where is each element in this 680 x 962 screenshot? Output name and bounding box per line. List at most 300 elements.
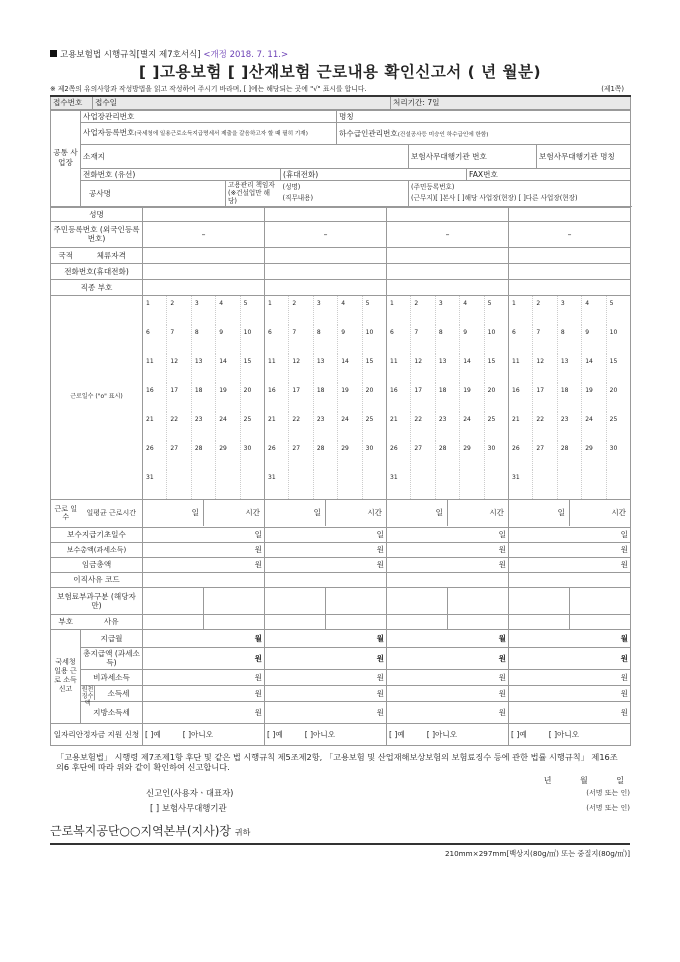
workday-cell[interactable]: 25 [487,415,496,423]
workday-cell[interactable]: 19 [216,383,240,412]
worker-leave-code[interactable] [387,572,509,587]
workday-cell[interactable]: 13 [436,354,460,383]
workday-cell[interactable]: 13 [314,354,338,383]
day-unit: 일 [265,500,326,526]
worker-days-hours[interactable] [143,499,265,527]
worker-nationality-visa[interactable] [387,247,509,263]
code-value-cell[interactable] [509,615,570,629]
workday-cell[interactable]: 18 [192,383,216,412]
worker-insurance-type[interactable] [509,587,631,614]
worker-pay-days[interactable]: 일 [509,527,631,542]
workday-cell[interactable]: 14 [216,354,240,383]
manager-id: (주민등록번호) [411,183,455,191]
worker-id[interactable]: – [509,221,631,247]
worker-job-code[interactable] [387,279,509,295]
workday-calendar[interactable] [387,470,509,500]
manager-duty: (직무내용) [282,194,314,202]
worker-job-support[interactable] [143,723,265,745]
recipient-name: 근로복지공단○○지역본부(지사)장 [50,823,232,838]
subcontractor-note: (건설공사등 미승인 하수급인에 한함) [397,131,489,138]
worker-days-hours[interactable] [387,499,509,527]
job-support-label: 일자리안정자금 지원 신청 [51,723,143,745]
workday-cell[interactable]: 20 [243,386,252,394]
worker-nontax-income[interactable]: 원 [265,669,387,685]
workday-cell[interactable]: 21 [265,412,289,441]
workplace-mobile[interactable]: (휴대전화) [281,168,467,180]
workday-cell[interactable]: 18 [558,383,582,412]
workday-cell[interactable]: 10 [243,328,252,336]
worker-job-support[interactable] [387,723,509,745]
workday-cell[interactable]: 16 [387,383,411,412]
job-support-yes-checkbox[interactable]: [ ]예 [145,729,161,739]
worker-name[interactable] [143,207,265,221]
workday-calendar[interactable] [387,441,509,470]
worker-pay-month[interactable]: 월 [387,629,509,647]
worker-code-reason[interactable] [143,614,265,629]
workday-cell[interactable]: 23 [436,412,460,441]
worker-job-code[interactable] [143,279,265,295]
workday-cell[interactable]: 7 [289,325,313,354]
workday-cell[interactable]: 14 [582,354,606,383]
workday-cell[interactable]: 27 [411,441,435,470]
reason-value-cell[interactable] [204,615,264,629]
worker-days-hours[interactable] [509,499,631,527]
workday-cell[interactable]: 6 [509,325,533,354]
workday-cell[interactable]: 2 [289,296,313,325]
reporter-signature[interactable]: (서명 또는 인) [586,788,630,797]
worker-leave-code[interactable] [265,572,387,587]
worker-local-tax[interactable]: 원 [387,701,509,723]
nationality-label: 국적 [51,247,81,263]
workday-cell[interactable]: 9 [582,325,606,354]
workday-cell[interactable]: 12 [533,354,557,383]
workplace-phone[interactable]: 전화번호 (유선) [81,168,281,180]
workday-cell[interactable]: 1 [265,296,289,325]
wage-total-label: 임금총액 [51,557,143,572]
agency-row [50,801,630,816]
workday-cell[interactable]: 3 [558,296,582,325]
workday-cell[interactable]: 23 [192,412,216,441]
workday-cell[interactable]: 28 [192,441,216,470]
workday-cell[interactable]: 15 [365,357,374,365]
workday-cell[interactable]: 10 [365,328,374,336]
workday-calendar[interactable] [143,470,265,500]
workday-cell[interactable]: 18 [436,383,460,412]
agency-signature[interactable]: (서명 또는 인) [586,803,630,812]
workday-cell[interactable]: 3 [192,296,216,325]
workday-calendar[interactable] [265,383,387,412]
workplace-mgmt-no[interactable]: 사업장관리번호 [81,110,337,122]
workday-cell[interactable]: 20 [609,386,618,394]
worker-phone[interactable] [143,263,265,279]
workday-cell[interactable]: 31 [509,470,533,499]
workday-calendar[interactable] [387,412,509,441]
workday-cell[interactable]: 5 [243,299,248,307]
workday-cell[interactable]: 22 [533,412,557,441]
workday-calendar[interactable] [509,412,631,441]
workday-cell[interactable]: 1 [509,296,533,325]
receipt-table [50,95,631,110]
worker-name[interactable] [265,207,387,221]
tax-section-label: 국세청 일용 근로 소득 신고 [51,629,81,723]
avg-hours-label: 일평균 근로시간 [81,499,143,527]
workday-cell[interactable]: 2 [533,296,557,325]
workday-cell[interactable]: 25 [243,415,252,423]
workday-cell[interactable]: 23 [558,412,582,441]
worker-pay-total[interactable]: 원 [265,542,387,557]
workday-calendar[interactable] [387,383,509,412]
workday-cell[interactable]: 28 [436,441,460,470]
worker-code-reason[interactable] [509,614,631,629]
workday-cell[interactable]: 27 [533,441,557,470]
workday-cell[interactable]: 2 [411,296,435,325]
workday-cell[interactable]: 24 [338,412,362,441]
workday-calendar[interactable] [509,295,631,325]
job-support-no-checkbox[interactable]: [ ]아니오 [426,729,458,739]
subcontractor-label: 하수급인관리번호 [339,128,398,138]
workday-cell[interactable]: 31 [265,470,289,499]
worker-row [51,499,631,527]
hour-unit: 시간 [367,508,383,517]
worker-nationality-visa[interactable] [265,247,387,263]
pay-days-label: 보수지급기초일수 [51,527,143,542]
workday-cell[interactable]: 24 [582,412,606,441]
workday-cell[interactable]: 28 [314,441,338,470]
workday-cell[interactable]: 17 [411,383,435,412]
insurance-reason-cell[interactable] [448,588,508,614]
worker-local-tax[interactable]: 원 [265,701,387,723]
manager-label: 고용관리 책임자 [228,181,275,189]
worker-row [51,572,631,587]
workplace-fax[interactable]: FAX번호 [467,168,631,180]
workday-calendar[interactable] [143,383,265,412]
worker-insurance-type[interactable] [265,587,387,614]
workday-cell[interactable]: 4 [582,296,606,325]
workday-cell[interactable]: 23 [314,412,338,441]
page-number: (제1쪽) [601,85,624,93]
reason-value-cell[interactable] [448,615,508,629]
worker-job-support[interactable] [265,723,387,745]
workday-cell[interactable]: 31 [143,470,167,499]
workday-cell[interactable]: 25 [609,415,618,423]
workday-cell[interactable]: 30 [609,444,618,452]
worker-phone[interactable] [265,263,387,279]
workday-calendar[interactable] [265,295,387,325]
worker-pay-month[interactable]: 월 [509,629,631,647]
worker-id[interactable]: – [143,221,265,247]
workday-cell[interactable]: 17 [167,383,191,412]
workday-cell[interactable]: 17 [289,383,313,412]
workday-cell[interactable]: 1 [387,296,411,325]
workplace-address[interactable]: 소재지 [81,144,409,168]
worker-nationality-visa[interactable] [509,247,631,263]
worker-income-tax[interactable]: 원 [265,685,387,701]
insurance-reason-cell[interactable] [326,588,386,614]
worker-nontax-income[interactable]: 원 [143,669,265,685]
workday-cell[interactable]: 16 [265,383,289,412]
worker-nontax-income[interactable]: 원 [387,669,509,685]
workday-cell[interactable]: 6 [265,325,289,354]
workday-cell[interactable]: 9 [460,325,484,354]
workday-cell[interactable]: 10 [609,328,618,336]
workday-cell[interactable]: 14 [338,354,362,383]
business-reg-no[interactable] [81,122,337,144]
law-reference [50,48,630,62]
workday-calendar[interactable] [509,470,631,500]
workday-calendar[interactable] [509,354,631,383]
worker-wage-total[interactable]: 원 [265,557,387,572]
notice-text: ※ 제2쪽의 유의사항과 작성방법을 읽고 작성하여 주시기 바라며, [ ]에는 해당되는 곳에 "√" 표시를 합니다. [50,85,367,93]
workday-cell[interactable]: 31 [387,470,411,499]
workday-cell[interactable]: 24 [460,412,484,441]
workday-calendar[interactable] [143,412,265,441]
workday-cell[interactable]: 8 [436,325,460,354]
worker-job-support[interactable] [509,723,631,745]
job-support-yes-checkbox[interactable]: [ ]예 [511,729,527,739]
worker-pay-total[interactable]: 원 [143,542,265,557]
workday-calendar[interactable] [509,441,631,470]
workday-cell[interactable]: 26 [509,441,533,470]
declaration-date[interactable]: 년 월 일 [543,775,624,785]
worker-nontax-income[interactable]: 원 [509,669,631,685]
workday-cell[interactable]: 13 [192,354,216,383]
workday-cell[interactable]: 19 [338,383,362,412]
worker-pay-total[interactable]: 원 [387,542,509,557]
worker-row [51,629,631,647]
insurance-reason-cell[interactable] [204,588,264,614]
subcontractor-no[interactable] [337,122,631,144]
workday-cell[interactable]: 12 [289,354,313,383]
workday-cell[interactable]: 21 [143,412,167,441]
processing-period: 처리기간: 7일 [391,96,631,109]
workday-calendar[interactable] [265,325,387,354]
workday-cell[interactable]: 13 [558,354,582,383]
workday-cell[interactable]: 18 [314,383,338,412]
workday-cell[interactable]: 12 [411,354,435,383]
project-name[interactable]: 공사명 [81,180,226,206]
workday-calendar[interactable] [143,354,265,383]
workday-cell[interactable]: 26 [143,441,167,470]
code-value-cell[interactable] [387,615,448,629]
worker-total-pay[interactable]: 원 [509,647,631,669]
workday-cell[interactable]: 2 [167,296,191,325]
empty-day-cell [607,470,630,499]
manager-id-place[interactable] [409,180,631,206]
worker-pay-days[interactable]: 일 [387,527,509,542]
workday-calendar[interactable] [265,470,387,500]
workday-cell[interactable]: 14 [460,354,484,383]
worker-days-hours[interactable] [265,499,387,527]
worker-wage-total[interactable]: 원 [143,557,265,572]
worker-pay-month[interactable]: 월 [143,629,265,647]
workday-cell[interactable]: 29 [216,441,240,470]
worker-leave-code[interactable] [143,572,265,587]
workday-cell[interactable]: 11 [387,354,411,383]
worker-phone[interactable] [509,263,631,279]
worker-insurance-type[interactable] [143,587,265,614]
workday-calendar[interactable] [387,354,509,383]
worker-name[interactable] [509,207,631,221]
workday-cell[interactable]: 20 [487,386,496,394]
code-value-cell[interactable] [265,615,326,629]
insurance-code-cell[interactable] [265,588,326,614]
workday-cell[interactable]: 30 [243,444,252,452]
workday-cell[interactable]: 6 [143,325,167,354]
workday-calendar[interactable] [509,325,631,354]
workday-cell[interactable]: 4 [338,296,362,325]
workday-cell[interactable]: 29 [338,441,362,470]
workday-cell[interactable]: 15 [487,357,496,365]
workday-cell[interactable]: 20 [365,386,374,394]
workday-cell[interactable]: 6 [387,325,411,354]
workday-calendar[interactable] [265,412,387,441]
workday-calendar[interactable] [265,441,387,470]
workday-cell[interactable]: 24 [216,412,240,441]
job-support-no-checkbox[interactable]: [ ]아니오 [304,729,336,739]
workday-calendar[interactable] [387,325,509,354]
worker-pay-days[interactable]: 일 [143,527,265,542]
id-label: 주민등록번호 (외국인등록번호) [51,221,143,247]
workday-cell[interactable]: 11 [265,354,289,383]
workday-cell[interactable]: 7 [167,325,191,354]
workday-cell[interactable]: 5 [487,299,492,307]
workday-cell[interactable]: 9 [216,325,240,354]
reason-value-cell[interactable] [570,615,630,629]
worker-total-pay[interactable]: 원 [387,647,509,669]
workday-cell[interactable]: 11 [509,354,533,383]
insurance-code-cell[interactable] [143,588,204,614]
worker-local-tax[interactable]: 원 [509,701,631,723]
workday-cell[interactable]: 25 [365,415,374,423]
code-value-cell[interactable] [143,615,204,629]
workday-cell[interactable]: 3 [436,296,460,325]
workday-calendar[interactable] [143,441,265,470]
workday-cell[interactable]: 21 [509,412,533,441]
workday-cell[interactable]: 16 [509,383,533,412]
worker-income-tax[interactable]: 원 [143,685,265,701]
empty-day-cell [289,470,313,499]
worker-job-code[interactable] [265,279,387,295]
workday-cell[interactable]: 30 [365,444,374,452]
workday-cell[interactable]: 29 [460,441,484,470]
worker-wage-total[interactable]: 원 [509,557,631,572]
workday-cell[interactable]: 29 [582,441,606,470]
workday-cell[interactable]: 7 [533,325,557,354]
workday-cell[interactable]: 21 [387,412,411,441]
worker-leave-code[interactable] [509,572,631,587]
workday-cell[interactable]: 28 [558,441,582,470]
insurance-reason-cell[interactable] [570,588,630,614]
worker-row [51,685,631,701]
phone-label: 전화번호(휴대전화) [51,263,143,279]
worker-pay-days[interactable]: 일 [265,527,387,542]
worker-pay-total[interactable]: 원 [509,542,631,557]
empty-day-cell [241,470,264,499]
workday-cell[interactable]: 8 [558,325,582,354]
worker-income-tax[interactable]: 원 [509,685,631,701]
workday-cell[interactable]: 27 [289,441,313,470]
worker-pay-month[interactable]: 월 [265,629,387,647]
manager-name-duty[interactable] [281,180,409,206]
workday-cell[interactable]: 9 [338,325,362,354]
worker-nationality-visa[interactable] [143,247,265,263]
workday-cell[interactable]: 22 [411,412,435,441]
job-support-no-checkbox[interactable]: [ ]아니오 [548,729,580,739]
workday-cell[interactable]: 8 [314,325,338,354]
worker-phone[interactable] [387,263,509,279]
worker-code-reason[interactable] [265,614,387,629]
workday-calendar[interactable] [143,295,265,325]
hour-unit: 시간 [489,508,505,517]
workday-cell[interactable]: 8 [192,325,216,354]
workday-cell[interactable]: 19 [582,383,606,412]
workday-calendar[interactable] [387,295,509,325]
workday-calendar[interactable] [509,383,631,412]
workday-cell[interactable]: 4 [460,296,484,325]
workday-cell[interactable]: 4 [216,296,240,325]
worker-code-reason[interactable] [387,614,509,629]
square-bullet-icon [50,50,57,57]
workday-cell[interactable]: 16 [143,383,167,412]
workday-cell[interactable]: 17 [533,383,557,412]
workday-cell[interactable]: 15 [609,357,618,365]
form-title: [ ]고용보험 [ ]산재보험 근로내용 확인신고서 ( 년 월분) [138,63,542,81]
workday-cell[interactable]: 26 [265,441,289,470]
worker-job-code[interactable] [509,279,631,295]
worker-insurance-type[interactable] [387,587,509,614]
worker-name[interactable] [387,207,509,221]
worker-wage-total[interactable]: 원 [387,557,509,572]
agency-number[interactable]: 보험사무대행기관 번호 [409,144,537,168]
workday-cell[interactable]: 1 [143,296,167,325]
reason-value-cell[interactable] [326,615,386,629]
worker-income-tax[interactable]: 원 [387,685,509,701]
workday-cell[interactable]: 12 [167,354,191,383]
empty-day-cell [192,470,216,499]
worker-id[interactable]: – [265,221,387,247]
workday-cell[interactable]: 11 [143,354,167,383]
job-support-yes-checkbox[interactable]: [ ]예 [389,729,405,739]
workday-cell[interactable]: 15 [243,357,252,365]
workday-cell[interactable]: 26 [387,441,411,470]
manager-note: (※건설업만 해당) [228,189,271,205]
workday-cell[interactable]: 22 [167,412,191,441]
workday-cell[interactable]: 5 [609,299,614,307]
worker-total-pay[interactable]: 원 [143,647,265,669]
job-support-yes-checkbox[interactable]: [ ]예 [267,729,283,739]
workday-cell[interactable]: 3 [314,296,338,325]
withheld-label: 원천징수액 [81,686,94,707]
insurance-code-cell[interactable] [387,588,448,614]
workday-cell[interactable]: 27 [167,441,191,470]
workday-cell[interactable]: 22 [289,412,313,441]
worker-local-tax[interactable]: 원 [143,701,265,723]
workplace-name[interactable]: 명칭 [337,110,631,122]
workday-cell[interactable]: 19 [460,383,484,412]
insurance-code-cell[interactable] [509,588,570,614]
worker-id[interactable]: – [387,221,509,247]
workday-cell[interactable]: 7 [411,325,435,354]
worker-row [51,723,631,745]
workday-cell[interactable]: 5 [365,299,370,307]
workday-calendar[interactable] [143,325,265,354]
workday-calendar[interactable] [265,354,387,383]
agency-name[interactable]: 보험사무대행기관 명칭 [537,144,631,168]
worker-total-pay[interactable]: 원 [265,647,387,669]
workday-cell[interactable]: 30 [487,444,496,452]
workday-cell[interactable]: 10 [487,328,496,336]
job-support-no-checkbox[interactable]: [ ]아니오 [182,729,214,739]
